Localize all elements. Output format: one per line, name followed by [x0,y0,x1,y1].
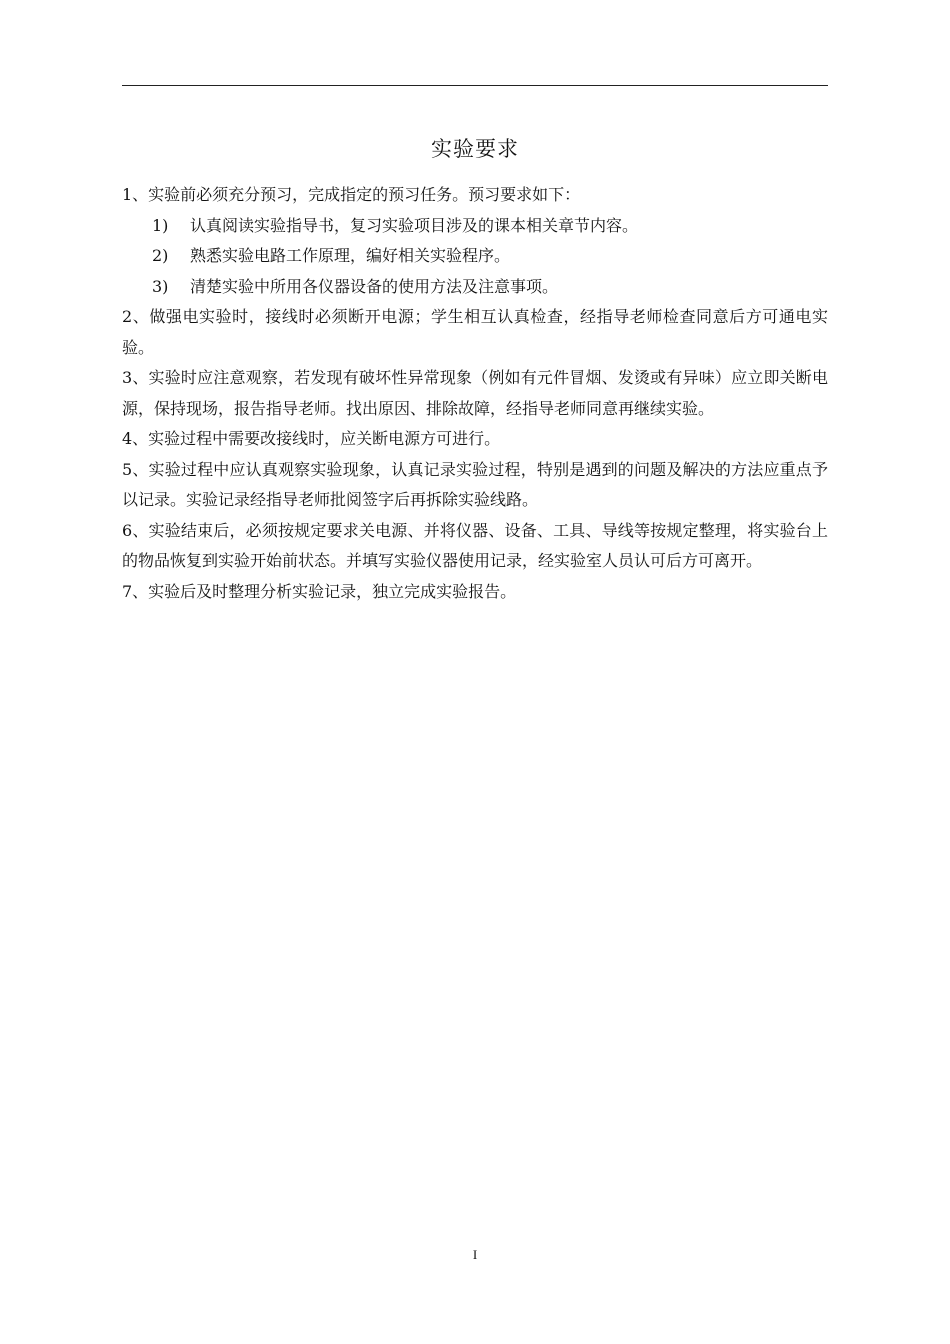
subitem-number: 3) [152,276,169,296]
prep-subitem-1 [122,211,828,242]
requirement-item-6: 6、实验结束后，必须按规定要求关电源、并将仪器、设备、工具、导线等按规定整理，将实验台上的物品恢复到实验开始前状态。并填写实验仪器使用记录，经实验室人员认可后方可离开。 [122,520,828,570]
subitem-text: 清楚实验中所用各仪器设备的使用方法及注意事项。 [190,276,559,296]
prep-subitem-3 [122,272,828,303]
requirement-item-5: 5、实验过程中应认真观察实验现象，认真记录实验过程，特别是遇到的问题及解决的方法应重点予以记录。实验记录经指导老师批阅签字后再拆除实验线路。 [122,459,828,509]
page-title: 实验要求 [431,137,519,161]
subitem-text: 熟悉实验电路工作原理，编好相关实验程序。 [190,246,511,265]
requirement-item-3: 3、实验时应注意观察，若发现有破坏性异常现象（例如有元件冒烟、发烫或有异味）应立即关断电源，保持现场，报告指导老师。找出原因、排除故障，经指导老师同意再继续实验。 [122,368,828,418]
requirement-item-4: 4、实验过程中需要改接线时，应关断电源方可进行。 [122,429,501,448]
requirement-item-7: 7、实验后及时整理分析实验记录，独立完成实验报告。 [122,581,517,601]
page-number: I [472,1247,478,1262]
requirements-body [122,180,828,607]
subitem-number: 2) [152,246,169,265]
subitem-number: 1) [152,215,169,235]
subitem-text: 认真阅读实验指导书，复习实验项目涉及的课本相关章节内容。 [190,215,639,235]
header-rule [122,85,828,86]
prep-subitem-2 [122,241,828,272]
requirement-item-1: 1、实验前必须充分预习，完成指定的预习任务。预习要求如下： [122,185,581,204]
requirement-item-2: 2、做强电实验时，接线时必须断开电源；学生相互认真检查，经指导老师检查同意后方可通电实验。 [122,307,828,357]
